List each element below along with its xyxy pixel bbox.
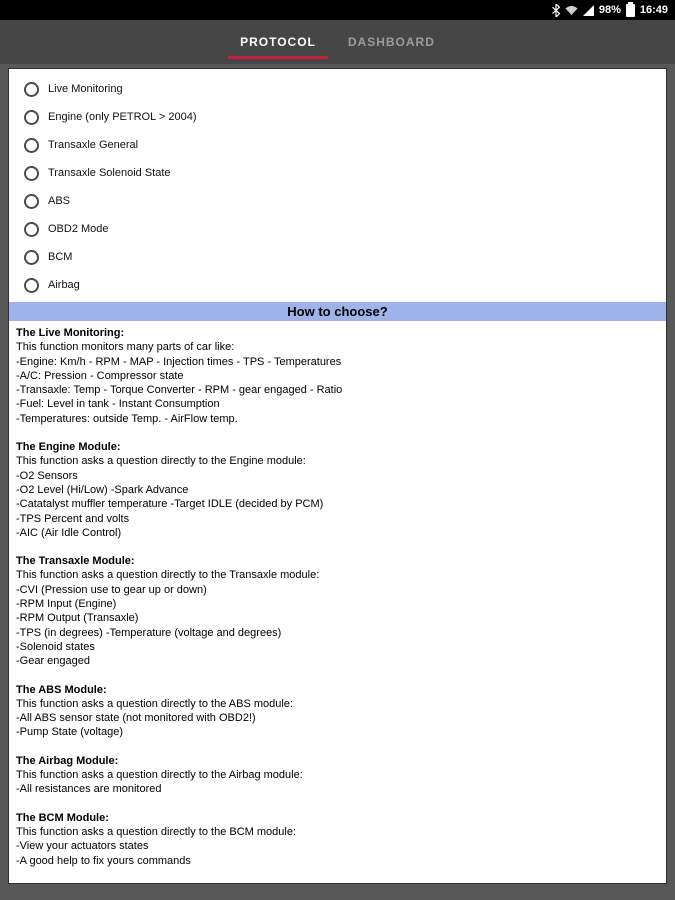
tab-dashboard-label: DASHBOARD <box>347 35 435 49</box>
help-section-line: -Gear engaged <box>16 655 90 668</box>
help-section-line: -A/C: Pression - Compressor state <box>16 369 184 382</box>
radio-button-icon[interactable] <box>24 278 39 293</box>
protocol-option-label: Engine (only PETROL > 2004) <box>48 111 197 123</box>
help-section-1 <box>16 440 659 540</box>
help-section-4 <box>16 754 659 797</box>
help-section-line: -View your actuators states <box>16 840 149 853</box>
help-section-line: -Engine: Km/h - RPM - MAP - Injection times - TPS - Temperatures <box>16 355 342 368</box>
help-section-heading: The Live Monitoring: <box>16 327 125 339</box>
protocol-list <box>9 69 666 299</box>
help-section-line: -O2 Level (Hi/Low) -Spark Advance <box>16 483 189 496</box>
protocol-option-label: ABS <box>48 195 71 207</box>
help-section-heading: The Transaxle Module: <box>16 555 135 568</box>
signal-icon <box>583 5 594 16</box>
protocol-option-label: Live Monitoring <box>48 83 123 95</box>
help-section-line: -Pump State (voltage) <box>16 726 123 739</box>
help-section-line: -AIC (Air Idle Control) <box>16 526 122 539</box>
active-tab-underline <box>228 56 328 59</box>
battery-icon <box>626 4 635 17</box>
radio-button-icon[interactable] <box>24 82 39 97</box>
content-card <box>8 68 667 884</box>
tab-bar <box>0 20 675 64</box>
help-section-line: -O2 Sensors <box>16 469 78 482</box>
help-section-line: -RPM Output (Transaxle) <box>16 612 139 625</box>
protocol-option-7[interactable] <box>9 271 666 299</box>
tab-dashboard[interactable] <box>332 20 451 64</box>
help-section-line: -Fuel: Level in tank - Instant Consumption <box>16 398 220 411</box>
help-section-line: -CVI (Pression use to gear up or down) <box>16 583 207 596</box>
help-section-line: This function asks a question directly to the Engine module: <box>16 455 306 468</box>
radio-button-icon[interactable] <box>24 110 39 125</box>
help-section-line: -Temperatures: outside Temp. - AirFlow temp. <box>16 412 238 425</box>
tab-protocol-label: PROTOCOL <box>240 35 316 49</box>
radio-button-icon[interactable] <box>24 138 39 153</box>
help-section-2 <box>16 554 659 668</box>
help-section-line: -Transaxle: Temp - Torque Converter - RPM - gear engaged - Ratio <box>16 384 343 397</box>
help-section-line: -A good help to fix yours commands <box>16 854 191 867</box>
protocol-option-6[interactable] <box>9 243 666 271</box>
protocol-option-5[interactable] <box>9 215 666 243</box>
protocol-option-label: OBD2 Mode <box>48 223 109 235</box>
help-section-5 <box>16 811 659 868</box>
protocol-option-label: BCM <box>48 251 73 263</box>
help-body <box>9 321 666 868</box>
tab-protocol[interactable] <box>224 20 332 64</box>
radio-button-icon[interactable] <box>24 166 39 181</box>
radio-button-icon[interactable] <box>24 250 39 265</box>
help-section-line: -TPS (in degrees) -Temperature (voltage and degrees) <box>16 626 282 639</box>
radio-button-icon[interactable] <box>24 194 39 209</box>
radio-button-icon[interactable] <box>24 222 39 237</box>
help-section-line: -All resistances are monitored <box>16 783 162 796</box>
protocol-option-1[interactable] <box>9 103 666 131</box>
protocol-option-label: Transaxle Solenoid State <box>48 167 171 179</box>
protocol-option-4[interactable] <box>9 187 666 215</box>
protocol-option-label: Airbag <box>48 279 80 291</box>
help-section-line: This function asks a question directly to the BCM module: <box>16 825 297 838</box>
status-bar <box>0 0 675 20</box>
help-section-heading: The Engine Module: <box>16 441 121 454</box>
status-time: 16:49 <box>639 4 668 16</box>
help-section-line: This function asks a question directly to the Airbag module: <box>16 769 303 782</box>
help-section-heading: The Airbag Module: <box>16 754 119 767</box>
help-section-3 <box>16 683 659 740</box>
help-section-heading: The BCM Module: <box>16 811 109 824</box>
help-section-line: -All ABS sensor state (not monitored with OBD2!) <box>16 712 256 725</box>
protocol-option-0[interactable] <box>9 75 666 103</box>
battery-percent: 98% <box>598 4 621 16</box>
protocol-option-label: Transaxle General <box>48 139 139 151</box>
wifi-icon <box>565 5 578 16</box>
help-section-line: This function asks a question directly to the ABS module: <box>16 697 293 710</box>
protocol-option-3[interactable] <box>9 159 666 187</box>
help-section-line: -TPS Percent and volts <box>16 512 130 525</box>
help-section-line: This function monitors many parts of car like: <box>16 341 235 354</box>
protocol-option-2[interactable] <box>9 131 666 159</box>
help-title: How to choose? <box>9 302 666 321</box>
bluetooth-icon <box>552 4 560 17</box>
help-section-line: -RPM Input (Engine) <box>16 598 117 611</box>
help-section-line: This function asks a question directly to the Transaxle module: <box>16 569 320 582</box>
help-section-0 <box>16 326 659 426</box>
help-section-line: -Solenoid states <box>16 640 95 653</box>
help-section-heading: The ABS Module: <box>16 683 107 696</box>
help-section-line: -Catatalyst muffler temperature -Target IDLE (decided by PCM) <box>16 498 324 511</box>
